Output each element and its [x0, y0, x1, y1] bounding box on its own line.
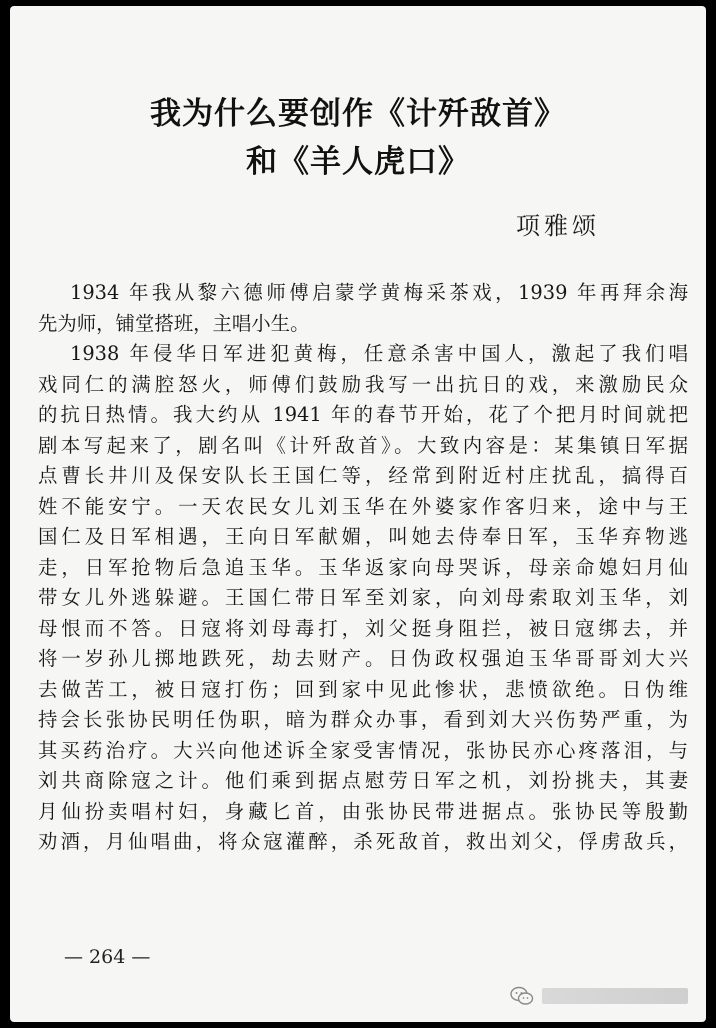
paragraph-1-line: 先为师，铺堂搭班，主唱小生。 [38, 311, 310, 335]
paragraph-2-line: 母恨而不答。日寇将刘母毒打，刘父挺身阻拦，被日寇绑去，并 [38, 616, 688, 640]
wechat-icon [510, 986, 534, 1006]
paragraph-2-line: 点曹长井川及保安队长王国仁等，经常到附近村庄扰乱，搞得百 [38, 464, 688, 487]
paragraph-2-line: 将一岁孙儿掷地跌死，劫去财产。日伪政权强迫玉华哥哥刘大兴 [38, 647, 688, 670]
paragraph-2-line: 劝酒，月仙唱曲，将众寇灌醉，杀死敌首，救出刘父，俘虏敌兵， [38, 830, 688, 853]
watermark-label-bar [542, 988, 688, 1004]
paragraph-2-line: 去做苦工，被日寇打伤；回到家中见此惨状，悲愤欲绝。日伪维 [38, 677, 688, 701]
watermark [510, 984, 695, 1008]
paragraph-2-line: 带女儿外逃躲避。王国仁带日军至刘家，向刘母索取刘玉华，刘 [38, 586, 688, 609]
paragraph-2-line: 月仙扮卖唱村妇，身藏匕首，由张协民带进据点。张协民等殷勤 [38, 799, 688, 823]
article-body [38, 278, 688, 858]
paragraph-2-line: 的抗日热情。我大约从 1941 年的春节开始，花了个把月时间就把 [38, 403, 688, 426]
paragraph-2-line: 持会长张协民明任伪职，暗为群众办事，看到刘大兴伤势严重，为 [38, 708, 688, 731]
paragraph-2-line: 剧本写起来了，剧名叫《计歼敌首》。大致内容是：某集镇日军据 [38, 433, 688, 457]
paragraph-2-line: 其买药治疗。大兴向他述诉全家受害情况，张协民亦心疼落泪，与 [38, 738, 688, 762]
paragraph-2-line: 刘共商除寇之计。他们乘到据点慰劳日军之机，刘扮挑夫，其妻 [38, 769, 688, 792]
paragraph-2-line: 国仁及日军相遇，王向日军献媚，叫她去侍奉日军，玉华弃物逃 [38, 525, 688, 548]
page-number: — 264 — [64, 946, 151, 968]
paragraph-2-line: 走，日军抢物后急追玉华。玉华返家向母哭诉，母亲命媳妇月仙 [38, 555, 688, 579]
document-page [10, 6, 706, 1022]
paragraph-2-line: 1938 年侵华日军进犯黄梅，任意杀害中国人，激起了我们唱 [70, 342, 688, 365]
paragraph-2-line: 姓不能安宁。一天农民女儿刘玉华在外婆家作客归来，途中与王 [38, 494, 688, 518]
title-line-1: 我为什么要创作《计歼敌首》 [150, 96, 566, 132]
paragraph-1-line: 1934 年我从黎六德师傅启蒙学黄梅采茶戏，1939 年再拜余海 [70, 281, 688, 304]
paragraph-2-line: 戏同仁的满腔怒火，师傅们鼓励我写一出抗日的戏，来激励民众 [38, 372, 688, 396]
author-name: 项雅颂 [516, 212, 600, 240]
title-line-2: 和《羊人虎口》 [246, 144, 470, 180]
